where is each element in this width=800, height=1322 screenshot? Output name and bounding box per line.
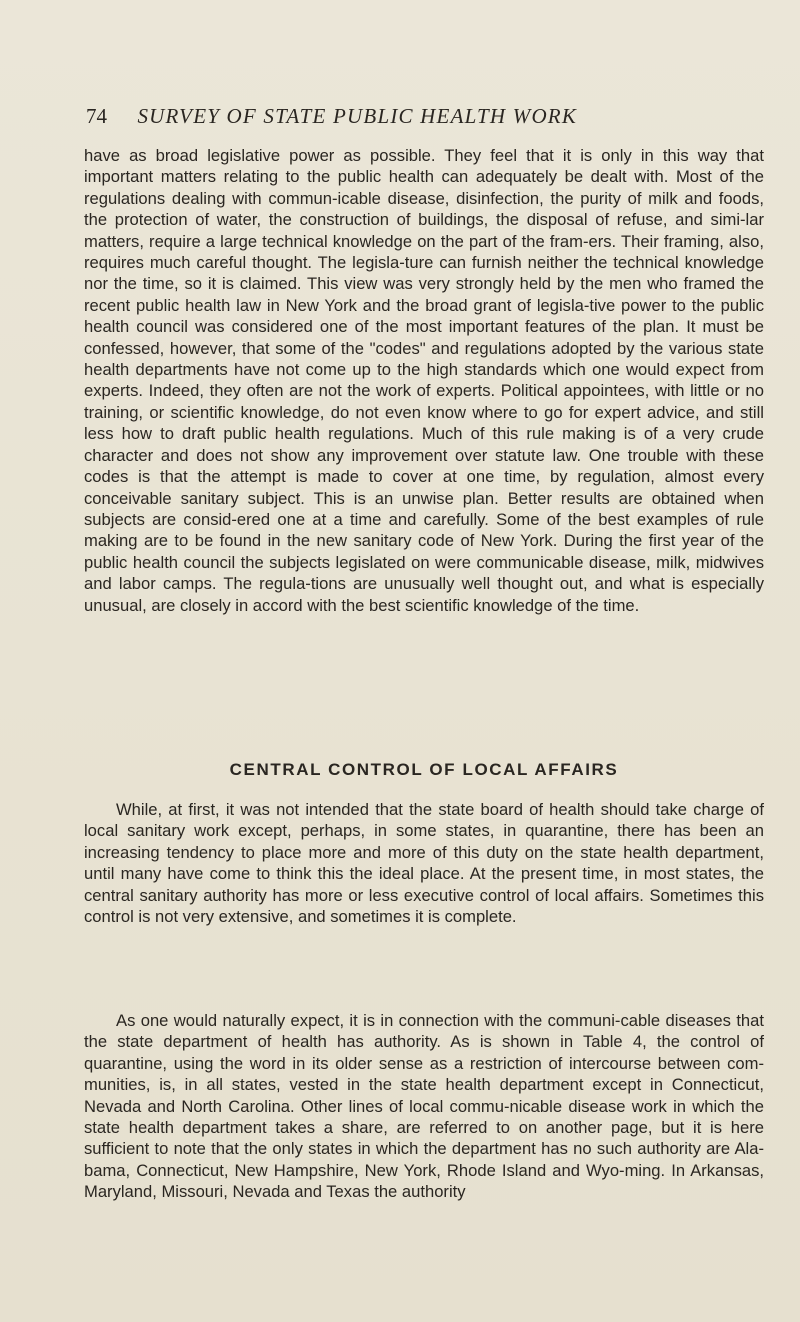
page-number: 74 <box>86 104 107 128</box>
running-title: SURVEY OF STATE PUBLIC HEALTH WORK <box>137 104 578 128</box>
body-paragraph-3: As one would naturally expect, it is in connection with the communi-cable diseases that the state department of health has authority. As is shown in Table 4, the control of quarantine, using the word in its older sense as a restriction of intercourse between com-munities, is, in all states, vested in the state health department except in Connecticut, Nevada and North Carolina. Other lines of local commu-nicable disease work in which the state health department takes a share, are referred to on another page, but it is here sufficient to note that the only states in which the department has no such authority are Ala-bama, Connecticut, New Hampshire, New York, Rhode Island and Wyo-ming. In Arkansas, Maryland, Missouri, Nevada and Texas the authority <box>84 1011 764 1202</box>
body-paragraph-2: While, at first, it was not intended that the state board of health should take charge of local sanitary work except, perhaps, in some states, in quarantine, there has been an increasing tendency to place more and more of this duty on the state health department, until many have come to think this the ideal place. At the present time, in most states, the central sanitary authority has more or less executive control of local affairs. Sometimes this control is not very extensive, and sometimes it is complete. <box>84 800 764 927</box>
body-paragraph-1: have as broad legislative power as possible. They feel that it is only in this way that important matters relating to the public health can adequately be dealt with. Most of the regulations dealing with commun-icable disease, disinfection, the purity of milk and foods, the protection of water, the construction of buildings, the disposal of refuse, and simi-lar matters, require a large technical knowledge on the part of the fram-ers. Their framing, also, requires much careful thought. The legisla-ture can furnish neither the technical knowledge nor the time, so it is claimed. This view was very strongly held by the men who framed the recent public health law in New York and the broad grant of legisla-tive power to the public health council was considered one of the most important features of the plan. It must be confessed, however, that some of the "codes" and regulations adopted by the various state health departments have not come up to the high standards which one would expect from experts. Indeed, they often are not the work of experts. Political appointees, with little or no training, or scientific knowledge, do not even know where to go for expert advice, and still less how to draft public health regulations. Much of this rule making is of a very crude character and does not show any improvement over statute law. One trouble with these codes is that the attempt is made to cover at one time, by regulation, almost every conceivable sanitary subject. This is an unwise plan. Better results are obtained when subjects are consid-ered one at a time and carefully. Some of the best examples of rule making are to be found in the new sanitary code of New York. During the first year of the public health council the subjects legislated on were communicable disease, milk, midwives and labor camps. The regula-tions are unusually well thought out, and what is especially unusual, are closely in accord with the best scientific knowledge of the time. <box>84 146 764 615</box>
page-header <box>86 104 726 134</box>
section-heading: CENTRAL CONTROL OF LOCAL AFFAIRS <box>229 760 619 779</box>
